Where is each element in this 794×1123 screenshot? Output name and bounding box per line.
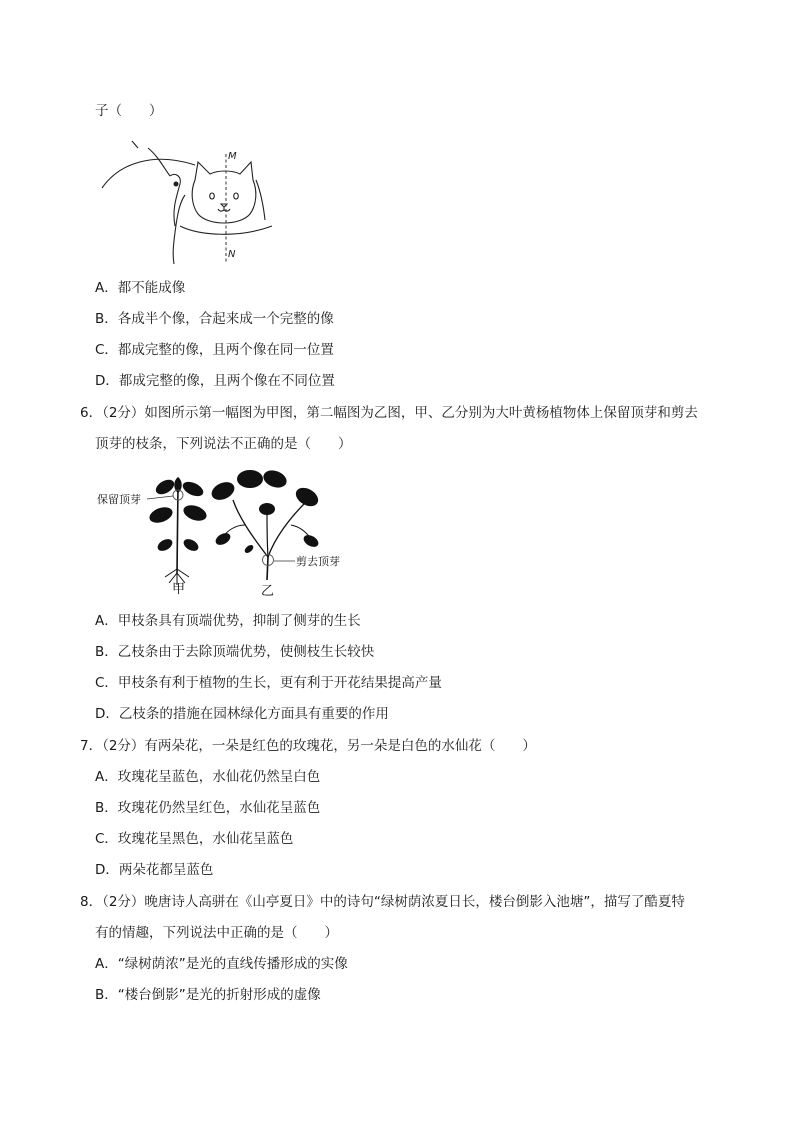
q8-option-a: A．“绿树荫浓”是光的直线传播形成的实像 — [95, 956, 348, 972]
q6-option-c: C．甲枝条有利于植物的生长，更有利于开花结果提高产量 — [95, 675, 442, 691]
cat-mirror-figure — [100, 140, 275, 265]
q6-option-d: D．乙枝条的措施在园林绿化方面具有重要的作用 — [95, 706, 389, 722]
q5-option-b: B．各成半个像，合起来成一个完整的像 — [95, 311, 334, 327]
q6-stem-line1: 6．（2分）如图所示第一幅图为甲图，第二幅图为乙图，甲、乙分别为大叶黄杨植物体上保留顶芽和剪去 — [80, 405, 698, 421]
observer-eye-icon — [174, 182, 179, 187]
q7-stem-line1: 7．（2分）有两朵花，一朵是红色的玫瑰花，另一朵是白色的水仙花（ ） — [80, 738, 536, 754]
label-yi: 乙 — [261, 584, 275, 599]
q7-option-d: D．两朵花都呈蓝色 — [95, 862, 214, 878]
label-n: N — [228, 249, 236, 260]
q6-option-b: B．乙枝条由于去除顶端优势，使侧枝生长较快 — [95, 644, 375, 660]
label-keep-bud: 保留顶芽 — [97, 493, 141, 506]
q6-option-a: A．甲枝条具有顶端优势，抑制了侧芽的生长 — [95, 613, 361, 629]
q7-option-b: B．玫瑰花仍然呈红色，水仙花呈蓝色 — [95, 800, 321, 816]
q5-option-c: C．都成完整的像，且两个像在同一位置 — [95, 342, 334, 358]
q6-stem-line2: 顶芽的枝条，下列说法不正确的是（ ） — [95, 436, 352, 452]
q8-option-b: B．“楼台倒影”是光的折射形成的虚像 — [95, 987, 321, 1003]
label-m: M — [228, 151, 237, 162]
q5-tail-text: 子（ ） — [95, 103, 163, 119]
q8-stem-line2: 有的情趣，下列说法中正确的是（ ） — [95, 925, 338, 941]
label-jia: 甲 — [172, 582, 186, 597]
q8-stem-line1: 8．（2分）晚唐诗人高骈在《山亭夏日》中的诗句“绿树荫浓夏日长，楼台倒影入池塘”，描写了酷夏特 — [80, 894, 685, 910]
q5-option-d: D．都成完整的像，且两个像在不同位置 — [95, 373, 335, 389]
q5-option-a: A．都不能成像 — [95, 280, 186, 296]
q7-option-a: A．玫瑰花呈蓝色，水仙花仍然呈白色 — [95, 769, 321, 785]
label-cut-bud: 剪去顶芽 — [296, 555, 340, 568]
branch-jia-icon — [147, 477, 209, 585]
q7-option-c: C．玫瑰花呈黑色，水仙花呈蓝色 — [95, 831, 294, 847]
branch-figure — [95, 465, 365, 600]
